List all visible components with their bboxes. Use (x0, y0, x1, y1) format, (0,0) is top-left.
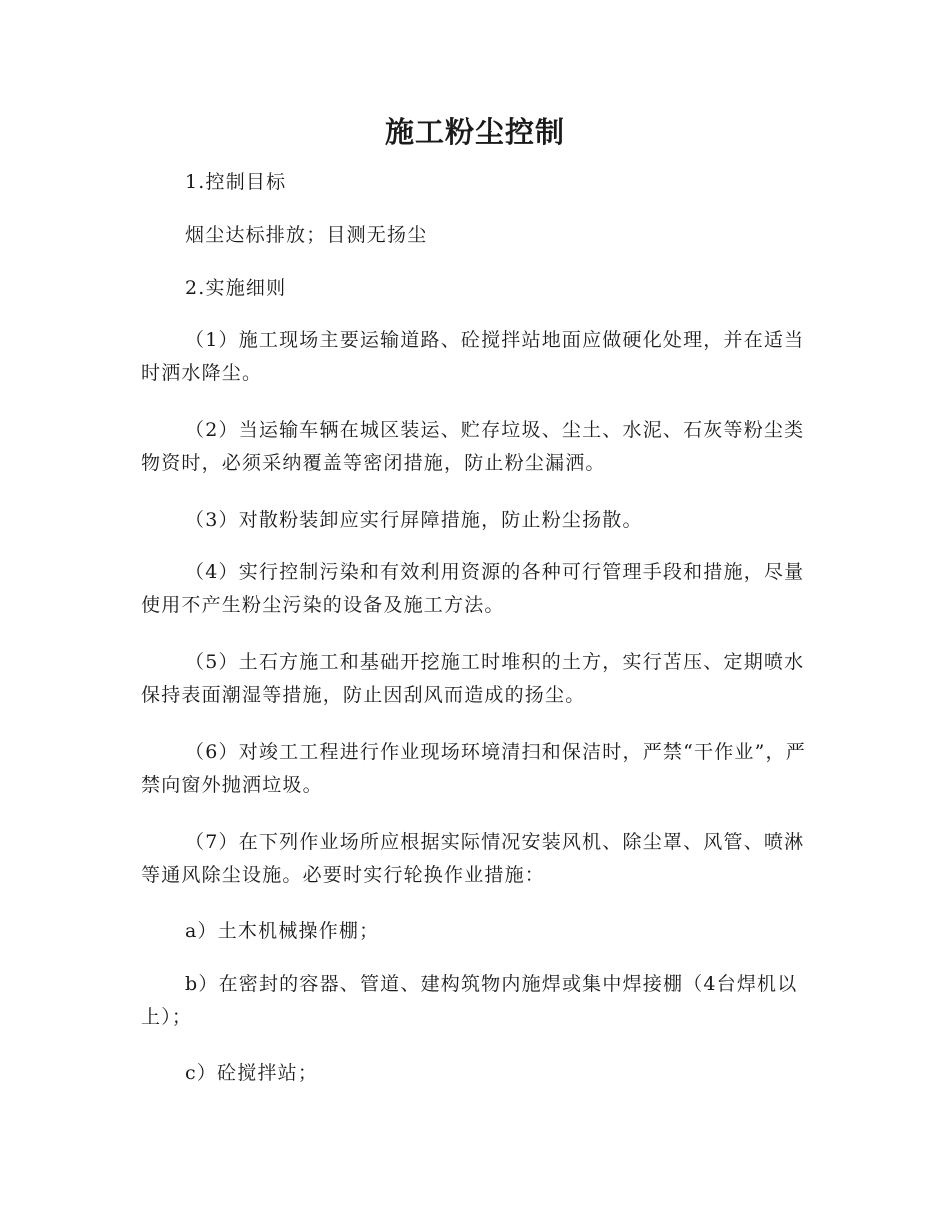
paragraph-rule-3: （3）对散粉装卸应实行屏障措施，防止粉尘扬散。 (185, 509, 643, 531)
paragraph-rule-5: （5）土石方施工和基础开挖施工时堆积的土方，实行苫压、定期喷水保持表面潮湿等措施，防止因刮风而造成的扬尘。 (141, 651, 805, 706)
paragraph-rule-2: （2）当运输车辆在城区装运、贮存垃圾、尘土、水泥、石灰等粉尘类物资时，必须采纳覆盖等密闭措施，防止粉尘漏洒。 (141, 419, 805, 474)
list-item-c: c）砼搅拌站； (185, 1062, 319, 1084)
paragraph-rule-4: （4）实行控制污染和有效利用资源的各种可行管理手段和措施，尽量使用不产生粉尘污染的设备及施工方法。 (141, 561, 805, 616)
paragraph-rule-7: （7）在下列作业场所应根据实际情况安装风机、除尘罩、风管、喷淋等通风除尘设施。必要时实行轮换作业措施： (141, 831, 805, 886)
paragraph-rule-6: （6）对竣工工程进行作业现场环境清扫和保洁时，严禁“干作业”，严禁向窗外抛洒垃圾。 (141, 741, 806, 796)
paragraph-control-target-heading: 1.控制目标 (185, 171, 287, 193)
list-item-b: b）在密封的容器、管道、建构筑物内施焊或集中焊接棚（4台焊机以上）； (141, 973, 798, 1028)
list-item-a: a）土木机械操作棚； (185, 920, 380, 942)
paragraph-control-target: 烟尘达标排放；目测无扬尘 (185, 224, 428, 246)
paragraph-rule-1: （1）施工现场主要运输道路、砼搅拌站地面应做硬化处理，并在适当时洒水降尘。 (141, 329, 805, 384)
paragraph-rules-heading: 2.实施细则 (185, 277, 287, 299)
document-title: 施工粉尘控制 (384, 115, 565, 149)
